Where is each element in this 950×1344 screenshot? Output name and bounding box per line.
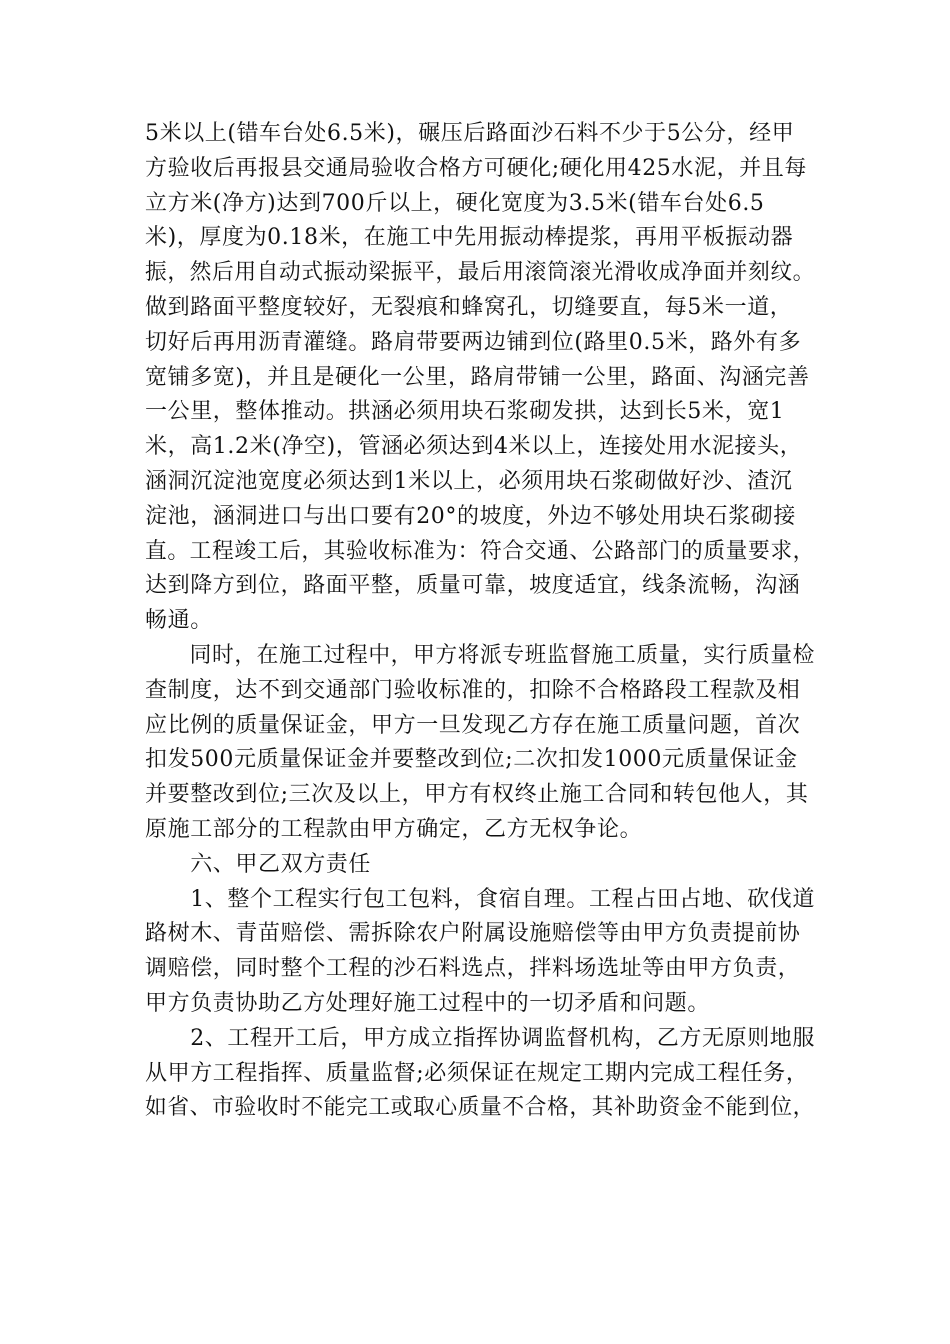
text-line: 调赔偿，同时整个工程的沙石料选点，拌料场选址等由甲方负责， xyxy=(145,956,801,982)
text-line: 振，然后用自动式振动梁振平，最后用滚筒滚光滑收成净面并刻纹。 xyxy=(145,260,816,286)
text-line: 应比例的质量保证金，甲方一旦发现乙方存在施工质量问题，首次 xyxy=(145,712,801,738)
text-line: 切好后再用沥青灌缝。路肩带要两边铺到位(路里0.5米，路外有多 xyxy=(145,329,802,355)
text-line: 甲方负责协助乙方处理好施工过程中的一切矛盾和问题。 xyxy=(145,990,711,1016)
section-heading: 六、甲乙双方责任 xyxy=(145,851,372,877)
text-line: 米)，厚度为0.18米，在施工中先用振动棒提浆，再用平板振动器 xyxy=(145,225,794,251)
text-line: 同时，在施工过程中，甲方将派专班监督施工质量，实行质量检 xyxy=(145,642,816,668)
text-line: 涵洞沉淀池宽度必须达到1米以上，必须用块石浆砌做好沙、渣沉 xyxy=(145,468,793,494)
text-line: 米，高1.2米(净空)，管涵必须达到4米以上，连接处用水泥接头， xyxy=(145,434,803,460)
text-line: 立方米(净方)达到700斤以上，硬化宽度为3.5米(错车台处6.5 xyxy=(145,190,765,216)
text-line: 宽铺多宽)，并且是硬化一公里，路肩带铺一公里，路面、沟涵完善 xyxy=(145,364,810,390)
text-line: 一公里，整体推动。拱涵必须用块石浆砌发拱，达到长5米，宽1 xyxy=(145,399,785,425)
text-line: 达到降方到位，路面平整，质量可靠，坡度适宜，线条流畅，沟涵 xyxy=(145,573,801,599)
text-line: 直。工程竣工后，其验收标准为：符合交通、公路部门的质量要求， xyxy=(145,538,816,564)
text-line: 从甲方工程指挥、质量监督;必须保证在规定工期内完成工程任务， xyxy=(145,1060,809,1086)
text-line: 查制度，达不到交通部门验收标准的，扣除不合格路段工程款及相 xyxy=(145,677,801,703)
text-line: 扣发500元质量保证金并要整改到位;二次扣发1000元质量保证金 xyxy=(145,747,798,773)
text-line: 畅通。 xyxy=(145,608,213,634)
text-line: 做到路面平整度较好，无裂痕和蜂窝孔，切缝要直，每5米一道， xyxy=(145,294,793,320)
text-line: 淀池，涵洞进口与出口要有20°的坡度，外边不够处用块石浆砌接 xyxy=(145,503,796,529)
text-line: 2、工程开工后，甲方成立指挥协调监督机构，乙方无原则地服 xyxy=(145,1025,815,1051)
text-line: 路树木、青苗赔偿、需拆除农户附属设施赔偿等由甲方负责提前协 xyxy=(145,921,801,947)
text-line: 原施工部分的工程款由甲方确定，乙方无权争论。 xyxy=(145,816,643,842)
text-line: 方验收后再报县交通局验收合格方可硬化;硬化用425水泥，并且每 xyxy=(145,155,808,181)
text-line: 5米以上(错车台处6.5米)，碾压后路面沙石料不少于5公分，经甲 xyxy=(145,121,795,146)
text-line: 如省、市验收时不能完工或取心质量不合格，其补助资金不能到位， xyxy=(145,1095,816,1121)
text-line: 1、整个工程实行包工包料，食宿自理。工程占田占地、砍伐道 xyxy=(145,886,815,912)
document-body xyxy=(145,117,815,1126)
text-line: 并要整改到位;三次及以上，甲方有权终止施工合同和转包他人，其 xyxy=(145,782,809,808)
